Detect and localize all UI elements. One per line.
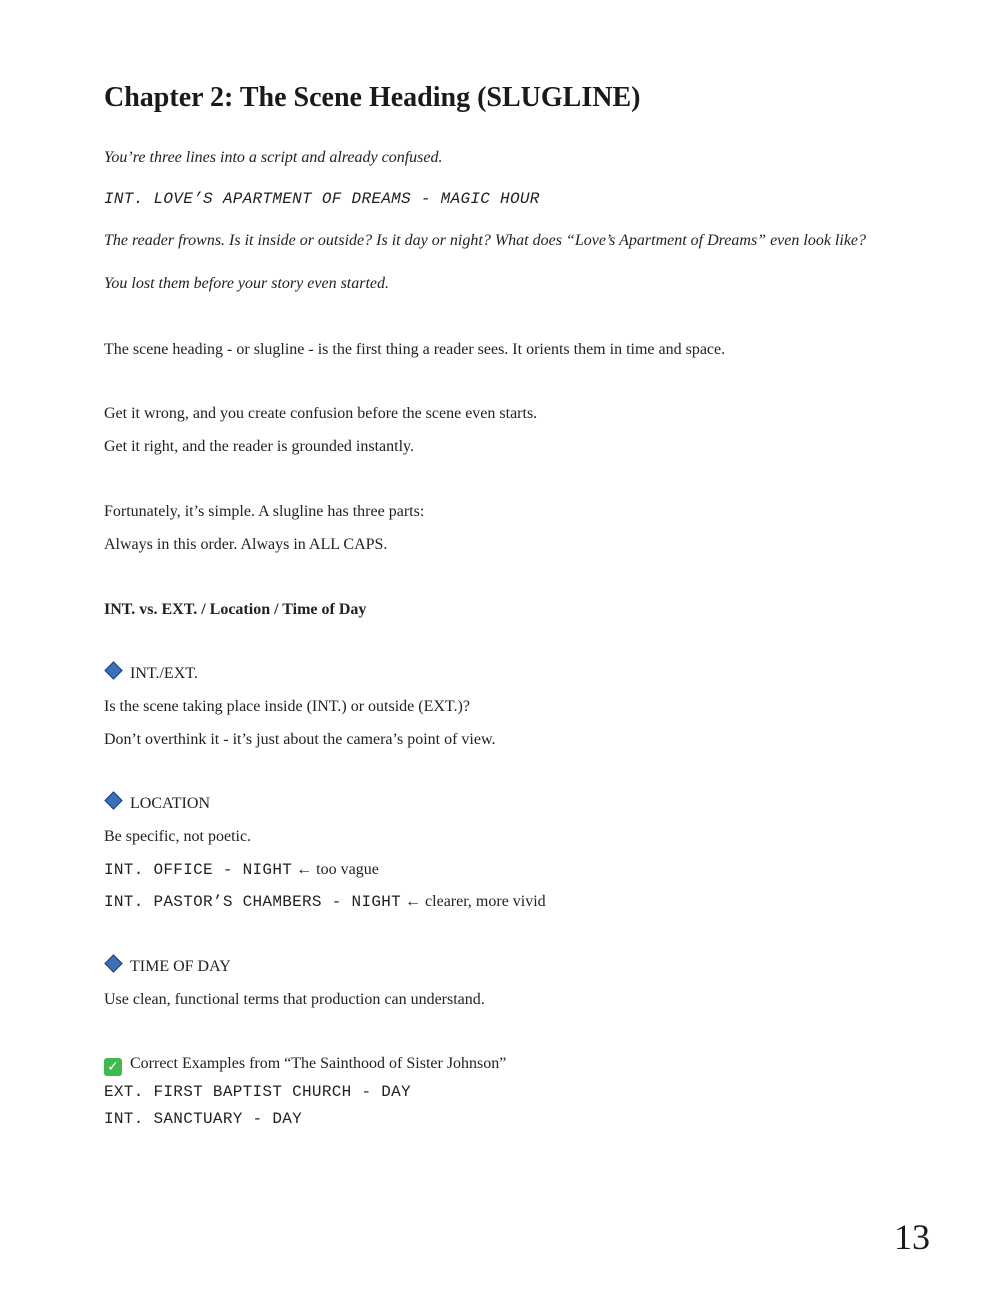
blue-diamond-icon <box>104 661 122 679</box>
paragraph-order: Always in this order. Always in ALL CAPS. <box>104 536 388 553</box>
section-intext-label: INT./EXT. <box>130 665 198 682</box>
location-example-vague <box>104 860 379 880</box>
intro-example-slugline: INT. LOVE’S APARTMENT OF DREAMS - MAGIC HOUR <box>104 190 540 208</box>
examples-heading-label: Correct Examples from “The Sainthood of Sister Johnson” <box>130 1055 507 1072</box>
intro-line-1: You’re three lines into a script and already confused. <box>104 149 443 166</box>
section-location-label: LOCATION <box>130 795 210 812</box>
section-location-heading <box>104 794 210 814</box>
correct-example-2: INT. SANCTUARY - DAY <box>104 1110 303 1128</box>
section-intext-line-2: Don’t overthink it - it’s just about the camera’s point of view. <box>104 731 496 748</box>
paragraph-right: Get it right, and the reader is grounded instantly. <box>104 438 414 455</box>
correct-example-1: EXT. FIRST BAPTIST CHURCH - DAY <box>104 1083 411 1101</box>
location-example-vivid <box>104 892 546 912</box>
blue-diamond-icon <box>104 954 122 972</box>
location-example-vivid-note: ← clearer, more vivid <box>405 893 546 910</box>
location-example-vague-code: INT. OFFICE - NIGHT <box>104 861 293 879</box>
intro-line-3: You lost them before your story even started. <box>104 275 390 292</box>
section-location-line-1: Be specific, not poetic. <box>104 828 252 845</box>
blue-diamond-icon <box>104 791 122 809</box>
green-check-icon: ✓ <box>104 1058 122 1076</box>
section-time-label: TIME OF DAY <box>130 958 231 975</box>
section-time-heading <box>104 957 231 977</box>
paragraph-orientation: The scene heading - or slugline - is the first thing a reader sees. It orients them in time and space. <box>104 341 726 358</box>
paragraph-wrong: Get it wrong, and you create confusion before the scene even starts. <box>104 405 538 422</box>
intro-line-2: The reader frowns. Is it inside or outside? Is it day or night? What does “Love’s Apartment of Dreams” even look like? <box>104 232 867 249</box>
examples-heading <box>104 1054 506 1076</box>
paragraph-three-parts: Fortunately, it’s simple. A slugline has three parts: <box>104 503 425 520</box>
page-number: 13 <box>894 1217 930 1257</box>
section-intext-heading <box>104 664 198 684</box>
section-time-line-1: Use clean, functional terms that production can understand. <box>104 991 485 1008</box>
chapter-title: Chapter 2: The Scene Heading (SLUGLINE) <box>104 82 641 113</box>
slugline-parts: INT. vs. EXT. / Location / Time of Day <box>104 601 367 618</box>
location-example-vague-note: ← too vague <box>296 861 379 878</box>
section-intext-line-1: Is the scene taking place inside (INT.) or outside (EXT.)? <box>104 698 470 715</box>
location-example-vivid-code: INT. PASTOR’S CHAMBERS - NIGHT <box>104 893 402 911</box>
